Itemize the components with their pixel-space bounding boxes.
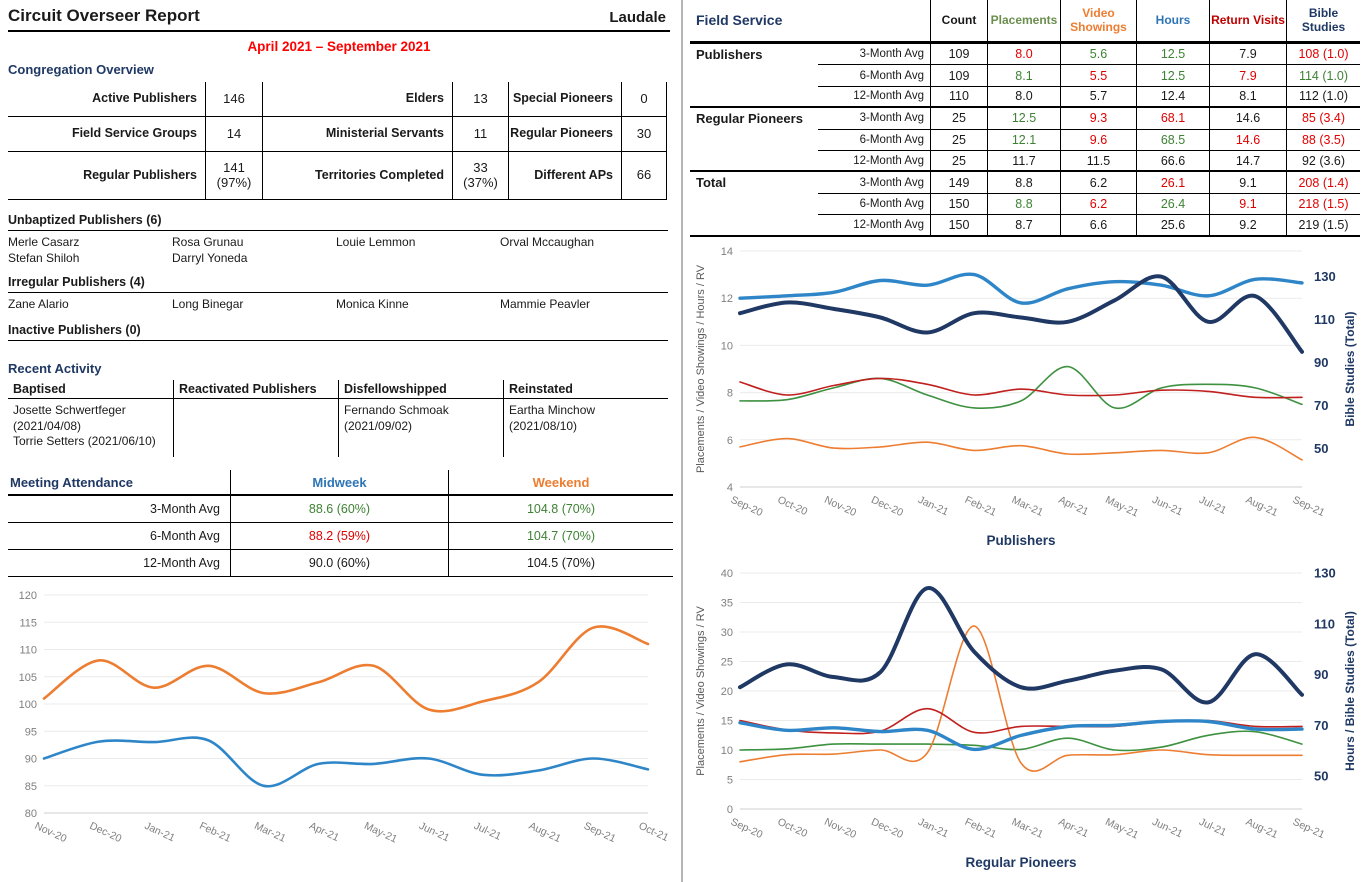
field-service-row-label: 6-Month Avg — [818, 65, 930, 86]
field-service-col-header: Hours — [1136, 0, 1209, 44]
right-axis-tick: 70 — [1314, 717, 1329, 733]
field-service-value: 12.5 — [987, 108, 1060, 129]
attendance-row-label: 12-Month Avg — [8, 550, 230, 577]
field-service-value: 5.7 — [1060, 87, 1136, 108]
recent-activity-header: Baptised — [8, 380, 173, 399]
x-axis-label: Jan-21 — [142, 819, 177, 845]
attendance-midweek-value: 90.0 (60%) — [230, 550, 448, 577]
field-service-value: 8.8 — [987, 194, 1060, 215]
field-service-value: 208 (1.4) — [1286, 172, 1360, 193]
left-axis-tick: 90 — [24, 753, 37, 766]
overview-value: 14 — [205, 117, 263, 152]
x-axis-label: May-21 — [1103, 493, 1141, 520]
left-axis-tick: 20 — [720, 685, 733, 698]
chart-title: Regular Pioneers — [965, 854, 1077, 870]
overview-value: 13 — [452, 82, 509, 117]
congregation-name: Laudale — [609, 9, 666, 26]
field-service-value: 14.6 — [1209, 108, 1286, 129]
attendance-col-header: Weekend — [448, 470, 673, 496]
field-service-value: 110 — [930, 87, 987, 108]
publisher-list — [8, 213, 668, 265]
field-service-value: 88 (3.5) — [1286, 130, 1360, 151]
x-axis-label: Dec-20 — [869, 815, 905, 841]
publisher-lists — [8, 213, 670, 345]
field-service-col-header: Placements — [987, 0, 1060, 44]
x-axis-label: Sep-21 — [581, 819, 618, 846]
x-axis-label: Apr-21 — [307, 819, 341, 845]
field-service-value: 25.6 — [1136, 215, 1209, 236]
overview-label: Ministerial Servants — [263, 117, 452, 152]
recent-activity-header: Disfellowshipped — [338, 380, 503, 399]
regular-pioneers-chart — [690, 561, 1366, 881]
left-axis-tick: 85 — [24, 780, 37, 793]
midweek-line — [44, 738, 648, 787]
field-service-value: 26.1 — [1136, 172, 1209, 193]
overview-label: Territories Completed — [263, 152, 452, 200]
field-service-value: 66.6 — [1136, 151, 1209, 172]
field-service-value: 11.5 — [1060, 151, 1136, 172]
field-service-row-label: 12-Month Avg — [818, 215, 930, 236]
field-service-row-label: 12-Month Avg — [818, 87, 930, 108]
field-service-value: 8.7 — [987, 215, 1060, 236]
left-axis-tick: 95 — [24, 726, 37, 739]
publisher-name: Monica Kinne — [336, 297, 409, 311]
publisher-list — [8, 275, 668, 311]
x-axis-label: Dec-20 — [87, 819, 124, 846]
recent-activity-cell — [8, 399, 173, 457]
field-service-value: 25 — [930, 151, 987, 172]
overview-label: Active Publishers — [8, 82, 205, 117]
overview-label: Regular Publishers — [8, 152, 205, 200]
field-service-value: 219 (1.5) — [1286, 215, 1360, 236]
attendance-weekend-value: 104.7 (70%) — [448, 523, 673, 550]
field-service-value: 11.7 — [987, 151, 1060, 172]
publishers-chart — [690, 241, 1366, 559]
recent-activity-entry: Eartha Minchow (2021/08/10) — [509, 403, 596, 433]
left-axis-title: Placements / Video Showings / Hours / RV — [695, 264, 707, 473]
field-service-value: 150 — [930, 215, 987, 236]
field-service-col-header: Return Visits — [1209, 0, 1286, 44]
field-service-value: 8.1 — [987, 65, 1060, 86]
right-axis-tick: 130 — [1314, 268, 1336, 284]
field-service-value: 114 (1.0) — [1286, 65, 1360, 86]
overview-value: 146 — [205, 82, 263, 117]
left-axis-tick: 14 — [720, 245, 733, 258]
overview-label: Regular Pioneers — [509, 117, 621, 152]
left-axis-tick: 10 — [720, 339, 733, 352]
left-axis-tick: 105 — [18, 671, 37, 684]
publisher-list-heading: Unbaptized Publishers (6) — [8, 213, 668, 231]
meeting-attendance-table — [8, 470, 673, 577]
right-axis-tick: 110 — [1314, 311, 1335, 327]
left-axis-tick: 6 — [726, 434, 733, 447]
recent-activity-heading: Recent Activity — [8, 361, 102, 376]
meeting-attendance-chart-wrap — [8, 581, 670, 873]
x-axis-label: Nov-20 — [32, 819, 69, 846]
field-service-value: 14.6 — [1209, 130, 1286, 151]
publisher-list — [8, 323, 668, 345]
publisher-list-heading: Irregular Publishers (4) — [8, 275, 668, 293]
field-service-section-label: Regular Pioneers — [690, 108, 818, 172]
overview-value: 11 — [452, 117, 509, 152]
report-titlebar — [8, 6, 670, 32]
field-service-value: 12.1 — [987, 130, 1060, 151]
bible-studies-total--line — [740, 588, 1302, 703]
field-service-value: 112 (1.0) — [1286, 87, 1360, 108]
publisher-name: Louie Lemmon — [336, 235, 416, 249]
recent-activity-cell — [338, 399, 503, 457]
field-service-value: 5.5 — [1060, 65, 1136, 86]
overview-label: Special Pioneers — [509, 82, 621, 117]
field-service-value: 9.2 — [1209, 215, 1286, 236]
field-service-section-label: Total — [690, 172, 818, 236]
right-axis-tick: 50 — [1314, 440, 1329, 456]
field-service-value: 9.1 — [1209, 194, 1286, 215]
x-axis-label: Jan-21 — [916, 493, 951, 518]
page-divider — [681, 0, 683, 882]
x-axis-label: Jun-21 — [1150, 493, 1185, 518]
right-axis-title: Bible Studies (Total) — [1343, 310, 1357, 427]
attendance-col-header: Midweek — [230, 470, 448, 496]
x-axis-label: Jun-21 — [1150, 815, 1185, 840]
left-axis-tick: 30 — [720, 626, 733, 639]
left-axis-tick: 35 — [720, 597, 733, 610]
x-axis-label: Sep-21 — [1290, 815, 1327, 841]
attendance-midweek-value: 88.6 (60%) — [230, 496, 448, 523]
x-axis-label: May-21 — [1103, 815, 1141, 842]
left-axis-tick: 80 — [24, 808, 37, 820]
x-axis-label: Feb-21 — [962, 815, 999, 841]
x-axis-label: Mar-21 — [252, 819, 288, 845]
left-axis-tick: 5 — [726, 774, 733, 787]
left-axis-title: Placements / Video Showings / RV — [695, 605, 707, 776]
overview-label: Elders — [263, 82, 452, 117]
page-title: Circuit Overseer Report — [8, 6, 200, 25]
return-visits-line — [740, 378, 1302, 397]
x-axis-label: Dec-20 — [869, 493, 905, 519]
x-axis-label: Sep-21 — [1290, 493, 1327, 519]
field-service-value: 85 (3.4) — [1286, 108, 1360, 129]
x-axis-label: Aug-21 — [1243, 493, 1280, 519]
field-service-value: 68.5 — [1136, 130, 1209, 151]
field-service-value: 8.0 — [987, 87, 1060, 108]
field-service-value: 7.9 — [1209, 65, 1286, 86]
x-axis-label: Aug-21 — [526, 819, 563, 846]
x-axis-label: Sep-20 — [728, 493, 765, 519]
field-service-section-label: Publishers — [690, 44, 818, 108]
field-service-value: 9.1 — [1209, 172, 1286, 193]
left-page — [0, 0, 674, 882]
field-service-value: 7.9 — [1209, 44, 1286, 65]
weekend-line — [44, 626, 648, 711]
publisher-name: Darryl Yoneda — [172, 251, 248, 265]
field-service-col-header: Bible Studies — [1286, 0, 1360, 44]
overview-value: 30 — [621, 117, 667, 152]
left-axis-tick: 10 — [720, 744, 733, 757]
attendance-weekend-value: 104.8 (70%) — [448, 496, 673, 523]
field-service-value: 109 — [930, 65, 987, 86]
x-axis-label: Feb-21 — [962, 493, 999, 519]
video-showings-line — [740, 437, 1302, 460]
x-axis-label: Nov-20 — [822, 815, 859, 841]
x-axis-label: Nov-20 — [822, 493, 859, 519]
left-axis-tick: 0 — [726, 803, 733, 816]
x-axis-label: Jun-21 — [417, 819, 452, 845]
publisher-name: Rosa Grunau — [172, 235, 244, 249]
publisher-name: Mammie Peavler — [500, 297, 591, 311]
publisher-list-heading: Inactive Publishers (0) — [8, 323, 668, 341]
publisher-list-names — [8, 231, 668, 265]
report-date-range: April 2021 – September 2021 — [247, 39, 431, 54]
left-axis-tick: 25 — [720, 656, 733, 669]
publisher-name: Long Binegar — [172, 297, 244, 311]
field-service-value: 12.4 — [1136, 87, 1209, 108]
field-service-value: 9.3 — [1060, 108, 1136, 129]
overview-value: 66 — [621, 152, 667, 200]
recent-activity-cell — [173, 399, 338, 457]
right-axis-tick: 90 — [1314, 666, 1329, 682]
left-axis-tick: 115 — [19, 617, 37, 630]
x-axis-label: Apr-21 — [1056, 815, 1091, 840]
field-service-value: 9.6 — [1060, 130, 1136, 151]
publisher-list-names — [8, 341, 668, 345]
field-service-value: 68.1 — [1136, 108, 1209, 129]
congregation-overview-heading: Congregation Overview — [8, 62, 154, 77]
left-axis-tick: 4 — [726, 481, 733, 494]
x-axis-label: Oct-20 — [775, 815, 810, 840]
field-service-value: 6.2 — [1060, 194, 1136, 215]
x-axis-label: Mar-21 — [1009, 493, 1045, 519]
x-axis-label: Oct-20 — [775, 493, 810, 518]
attendance-row-label: 3-Month Avg — [8, 496, 230, 523]
overview-value: 141 (97%) — [205, 152, 263, 200]
x-axis-label: Aug-21 — [1243, 815, 1280, 841]
right-axis-tick: 130 — [1314, 565, 1336, 581]
field-service-row-label: 3-Month Avg — [818, 108, 930, 129]
field-service-value: 109 — [930, 44, 987, 65]
field-service-value: 12.5 — [1136, 44, 1209, 65]
overview-value: 33 (37%) — [452, 152, 509, 200]
overview-label: Different APs — [509, 152, 621, 200]
right-axis-tick: 110 — [1314, 615, 1335, 631]
publisher-name: Stefan Shiloh — [8, 251, 80, 265]
overview-value: 0 — [621, 82, 667, 117]
field-service-table — [690, 0, 1360, 237]
bible-studies-total--line — [740, 276, 1302, 352]
field-service-row-label: 12-Month Avg — [818, 151, 930, 172]
recent-activity-entry: Torrie Setters (2021/06/10) — [13, 434, 156, 449]
field-service-value: 8.1 — [1209, 87, 1286, 108]
field-service-col-header: Count — [930, 0, 987, 44]
x-axis-label: Jul-21 — [472, 819, 504, 843]
field-service-value: 8.8 — [987, 172, 1060, 193]
recent-activity-cell — [503, 399, 668, 457]
field-service-value: 25 — [930, 130, 987, 151]
field-service-value: 14.7 — [1209, 151, 1286, 172]
x-axis-label: Apr-21 — [1056, 493, 1091, 518]
publisher-list-names — [8, 293, 668, 311]
x-axis-label: Oct-21 — [636, 819, 671, 845]
congregation-overview-table — [8, 82, 667, 200]
field-service-value: 12.5 — [1136, 65, 1209, 86]
field-service-row-label: 6-Month Avg — [818, 130, 930, 151]
right-axis-tick: 70 — [1314, 397, 1329, 413]
publisher-name: Orval Mccaughan — [500, 235, 595, 249]
field-service-value: 92 (3.6) — [1286, 151, 1360, 172]
overview-label: Field Service Groups — [8, 117, 205, 152]
attendance-midweek-value: 88.2 (59%) — [230, 523, 448, 550]
attendance-row-label: 6-Month Avg — [8, 523, 230, 550]
hours-line — [740, 274, 1302, 303]
right-page — [690, 0, 1366, 882]
field-service-value: 5.6 — [1060, 44, 1136, 65]
right-axis-tick: 50 — [1314, 768, 1329, 784]
publisher-name: Merle Casarz — [8, 235, 80, 249]
recent-activity-entry: Josette Schwertfeger (2021/04/08) — [13, 403, 126, 433]
field-service-row-label: 6-Month Avg — [818, 194, 930, 215]
x-axis-label: Feb-21 — [197, 819, 233, 845]
recent-activity-entry: Fernando Schmoak (2021/09/02) — [344, 403, 449, 433]
left-axis-tick: 15 — [720, 715, 733, 728]
field-service-row-label: 3-Month Avg — [818, 172, 930, 193]
field-service-value: 25 — [930, 108, 987, 129]
recent-activity-table — [8, 380, 668, 457]
field-service-row-label: 3-Month Avg — [818, 44, 930, 65]
field-service-value: 8.0 — [987, 44, 1060, 65]
left-axis-tick: 40 — [720, 567, 733, 580]
x-axis-label: Jul-21 — [1197, 493, 1229, 517]
right-axis-tick: 90 — [1314, 354, 1329, 370]
left-axis-tick: 8 — [726, 387, 733, 400]
left-axis-tick: 120 — [18, 590, 37, 602]
x-axis-label: Jul-21 — [1197, 815, 1229, 839]
field-service-value: 149 — [930, 172, 987, 193]
field-service-value: 108 (1.0) — [1286, 44, 1360, 65]
field-service-value: 26.4 — [1136, 194, 1209, 215]
field-service-col-header: Video Showings — [1060, 0, 1136, 44]
x-axis-label: Mar-21 — [1009, 815, 1045, 841]
publisher-name: Zane Alario — [8, 297, 69, 311]
meeting-attendance-chart — [8, 581, 674, 873]
field-service-value: 150 — [930, 194, 987, 215]
recent-activity-header: Reinstated — [503, 380, 668, 399]
left-axis-tick: 12 — [720, 292, 733, 305]
left-axis-tick: 110 — [19, 644, 37, 657]
x-axis-label: Sep-20 — [728, 815, 765, 841]
x-axis-label: Jan-21 — [916, 815, 951, 840]
field-service-value: 218 (1.5) — [1286, 194, 1360, 215]
left-axis-tick: 100 — [18, 699, 37, 711]
field-service-value: 6.6 — [1060, 215, 1136, 236]
field-service-value: 6.2 — [1060, 172, 1136, 193]
chart-title: Publishers — [986, 532, 1056, 548]
right-axis-title: Hours / Bible Studies (Total) — [1343, 610, 1357, 771]
meeting-attendance-heading: Meeting Attendance — [8, 470, 230, 496]
x-axis-label: May-21 — [362, 819, 399, 846]
field-service-heading: Field Service — [690, 0, 930, 44]
recent-activity-header: Reactivated Publishers — [173, 380, 338, 399]
attendance-weekend-value: 104.5 (70%) — [448, 550, 673, 577]
